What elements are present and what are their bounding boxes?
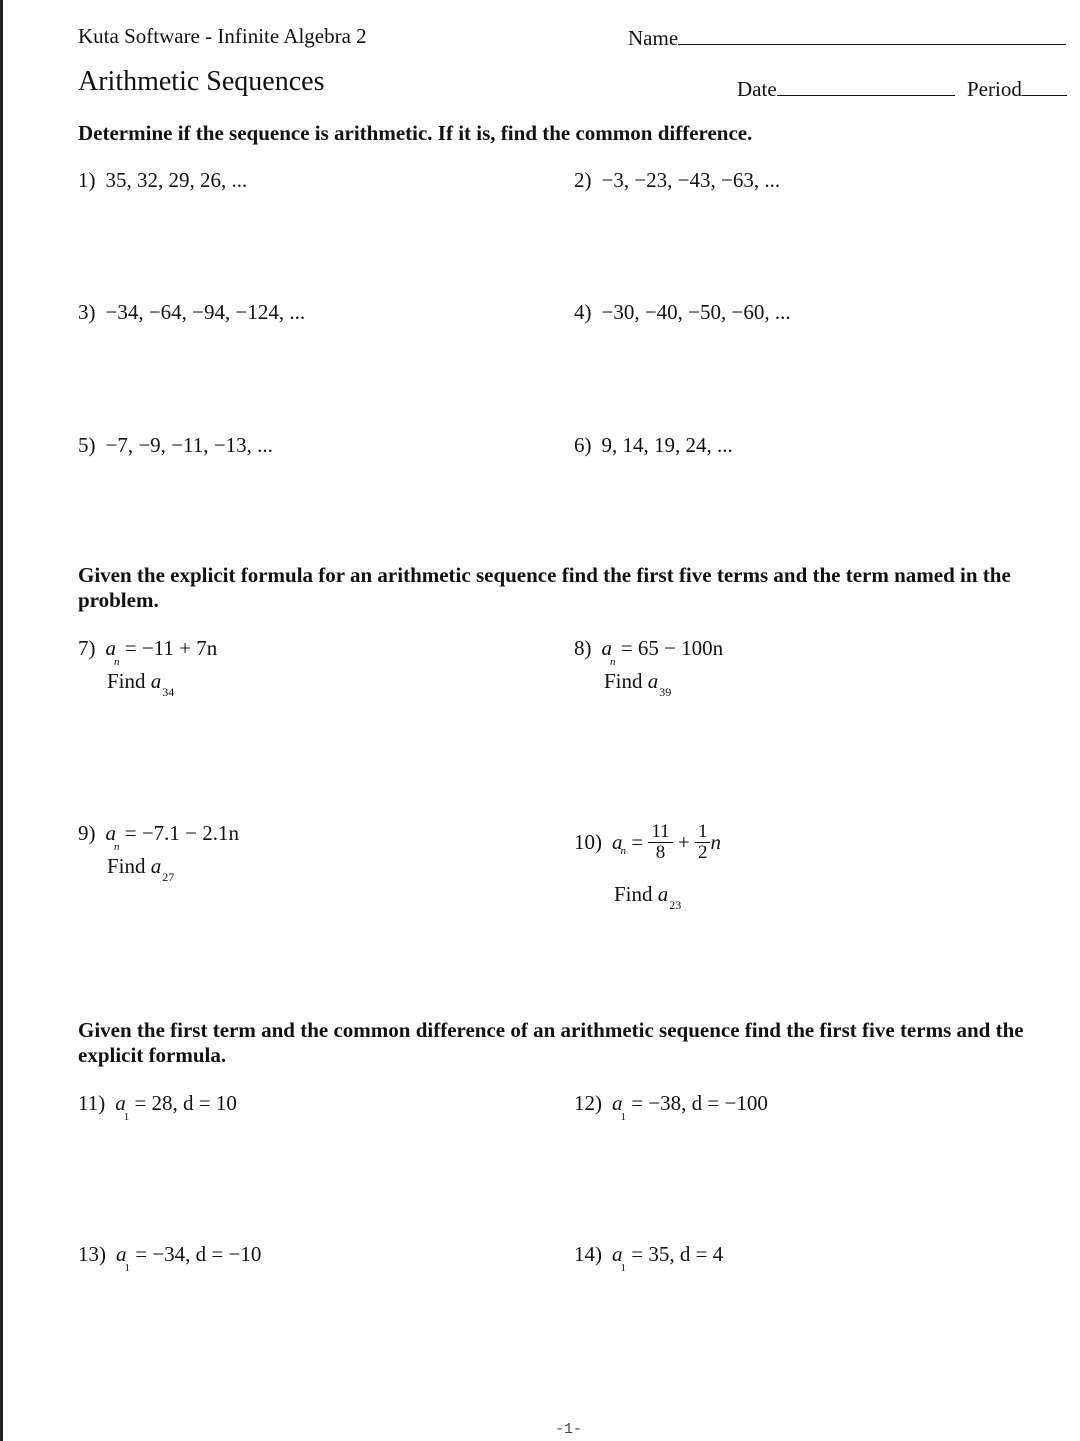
date-line [777,75,955,96]
date-label: Date [737,77,777,101]
fraction-11-8: $\frac{11}{8}$ [648,822,672,863]
section2-instruction: Given the explicit formula for an arithmetic sequence find the first five terms and the term named in the problem. [78,563,1011,612]
problem-5: 5) −7, −9, −11, −13, ... [78,433,273,457]
problem-13: 13) $a_1 = -34$, d = −10 [78,1242,262,1274]
page-number: -1- [555,1421,583,1438]
problem-4: 4) −30, −40, −50, −60, ... [574,300,791,324]
problem-9: 9) $a_n = -7.1 - 2.1n$ [78,821,240,853]
page-title: Arithmetic Sequences [78,66,325,97]
problem-8-find: Find $a_{39}$ [604,669,672,699]
problem-10: 10) $a_n$ = $\frac{11}{8}$ + $\frac{1}{2}$ n [574,821,721,863]
name-label: Name [628,26,679,50]
problem-11: 11) $a_1 = 28$, d = 10 [78,1091,237,1123]
name-line [678,24,1066,45]
problem-12: 12) $a_1 = -38$, d = −100 [574,1091,768,1123]
problem-7-find: Find $a_{34}$ [107,669,175,699]
name-field[interactable] [628,24,1066,51]
period-label: Period [967,77,1022,101]
problem-10-find: Find $a_{23}$ [614,882,682,912]
fraction-1-2: $\frac{1}{2}$ [695,822,711,863]
section1-instruction: Determine if the sequence is arithmetic. If it is, find the common difference. [78,121,753,145]
period-line [1022,75,1067,96]
date-field[interactable] [737,75,955,102]
problem-2: 2) −3, −23, −43, −63, ... [574,168,781,192]
problem-6: 6) 9, 14, 19, 24, ... [574,433,733,457]
problem-14: 14) $a_1 = 35$, d = 4 [574,1242,724,1274]
problem-8: 8) $a_n = 65 - 100n$ [574,636,724,668]
problem-1: 1) 35, 32, 29, 26, ... [78,168,248,192]
software-label: Kuta Software - Infinite Algebra 2 [78,24,367,48]
period-field[interactable] [967,75,1067,102]
section3-instruction: Given the first term and the common difference of an arithmetic sequence find the first five terms and the explicit formula. [78,1018,1024,1067]
left-page-edge [0,0,3,1441]
problem-9-find: Find $a_{27}$ [107,854,175,884]
problem-7: 7) $a_n = -11 + 7n$ [78,636,218,668]
problem-3: 3) −34, −64, −94, −124, ... [78,300,306,324]
